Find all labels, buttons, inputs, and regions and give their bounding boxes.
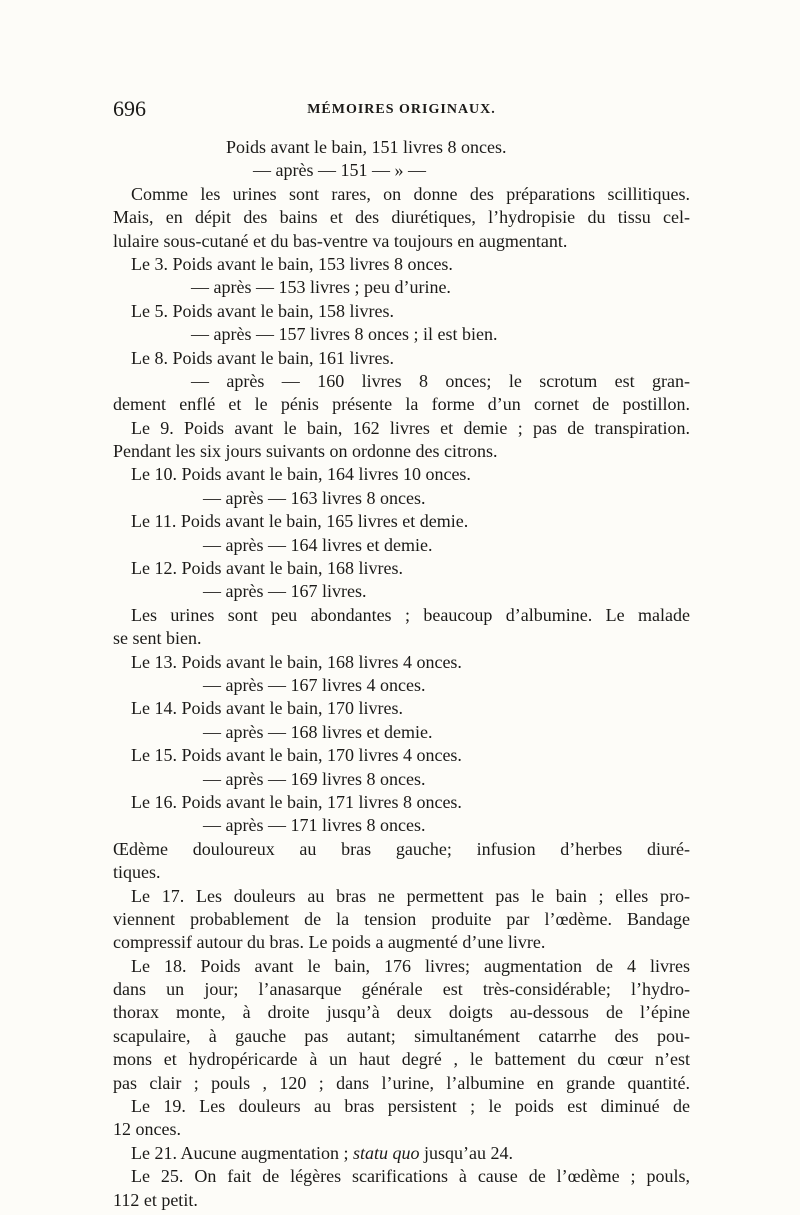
- text-line: Poids avant le bain, 151 livres 8 onces.: [226, 137, 507, 157]
- text-line: Le 8. Poids avant le bain, 161 livres.: [131, 347, 394, 368]
- text-line: — après — 157 livres 8 onces ; il est bien.: [191, 324, 498, 345]
- text-line: Comme les urines sont rares, on donne des préparations scillitiques.: [131, 183, 690, 204]
- text-line: Le 3. Poids avant le bain, 153 livres 8 onces.: [131, 253, 453, 274]
- text-line: Le 5. Poids avant le bain, 158 livres.: [131, 300, 394, 321]
- text-line: — après — 167 livres 4 onces.: [203, 674, 426, 695]
- text-line: Mais, en dépit des bains et des diurétiques, l’hydropisie du tissu cel-: [113, 207, 690, 228]
- text-line: Le 12. Poids avant le bain, 168 livres.: [131, 558, 403, 579]
- text-line: Le 13. Poids avant le bain, 168 livres 4 onces.: [131, 651, 462, 672]
- text-line: Œdème douloureux au bras gauche; infusion d’herbes diuré-: [113, 838, 690, 859]
- text-line: Le 17. Les douleurs au bras ne permettent pas le bain ; elles pro-: [131, 885, 690, 906]
- text-line: Le 11. Poids avant le bain, 165 livres et demie.: [131, 511, 469, 532]
- text-line: Le 15. Poids avant le bain, 170 livres 4 onces.: [131, 745, 462, 766]
- text-line: Le 9. Poids avant le bain, 162 livres et demie ; pas de transpiration.: [131, 417, 690, 438]
- text-line: — après — 160 livres 8 onces; le scrotum est gran-: [191, 370, 690, 391]
- text-line-segment: jusqu’au 24.: [423, 1142, 513, 1163]
- text-line: se sent bien.: [113, 628, 202, 649]
- text-line: scapulaire, à gauche pas autant; simultanément catarrhe des pou-: [113, 1025, 690, 1046]
- text-line: Le 10. Poids avant le bain, 164 livres 10 onces.: [131, 464, 471, 485]
- text-line: mons et hydropéricarde à un haut degré , le battement du cœur n’est: [113, 1049, 690, 1070]
- text-line: — après — 163 livres 8 onces.: [203, 487, 426, 508]
- text-line: viennent probablement de la tension produite par l’œdème. Bandage: [113, 908, 690, 929]
- text-line: Le 14. Poids avant le bain, 170 livres.: [131, 698, 403, 719]
- text-line: 112 et petit.: [113, 1189, 198, 1210]
- text-line: — après — 153 livres ; peu d’urine.: [191, 277, 451, 298]
- text-line: — après — 167 livres.: [203, 581, 367, 602]
- text-line: tiques.: [113, 862, 161, 883]
- text-line: Le 25. On fait de légères scarifications à cause de l’œdème ; pouls,: [131, 1166, 690, 1187]
- text-line: lulaire sous-cutané et du bas-ventre va toujours en augmentant.: [113, 230, 568, 251]
- text-line: — après — 164 livres et demie.: [203, 534, 433, 555]
- text-line: Le 18. Poids avant le bain, 176 livres; augmentation de 4 livres: [131, 955, 690, 976]
- text-line: — après — 171 livres 8 onces.: [203, 815, 426, 836]
- text-line: Le 16. Poids avant le bain, 171 livres 8 onces.: [131, 791, 462, 812]
- text-line: dement enflé et le pénis présente la forme d’un cornet de postillon.: [113, 394, 690, 415]
- italic-phrase: statu quo: [352, 1142, 420, 1163]
- text-line: — après — 168 livres et demie.: [203, 721, 433, 742]
- text-line: — après — 169 livres 8 onces.: [203, 768, 426, 789]
- text-line-segment: Le 21. Aucune augmentation ;: [131, 1142, 349, 1163]
- text-body: [113, 136, 690, 1212]
- page-header: [113, 96, 690, 122]
- page-number: 696: [113, 96, 146, 121]
- running-title: MÉMOIRES ORIGINAUX.: [307, 102, 496, 117]
- text-line: [113, 1142, 690, 1165]
- text-line: pas clair ; pouls , 120 ; dans l’urine, l’albumine en grande quantité.: [113, 1072, 690, 1093]
- text-line: Les urines sont peu abondantes ; beaucoup d’albumine. Le malade: [131, 604, 690, 625]
- text-line: 12 onces.: [113, 1119, 181, 1140]
- text-line: Pendant les six jours suivants on ordonne des citrons.: [113, 441, 498, 462]
- text-line: Le 19. Les douleurs au bras persistent ; le poids est diminué de: [131, 1096, 690, 1117]
- text-line: compressif autour du bras. Le poids a augmenté d’une livre.: [113, 932, 546, 953]
- text-line: — après — 151 — » —: [253, 160, 426, 181]
- text-line: thorax monte, à droite jusqu’à deux doigts au-dessous de l’épine: [113, 1002, 690, 1023]
- text-line: dans un jour; l’anasarque générale est très-considérable; l’hydro-: [113, 979, 690, 1000]
